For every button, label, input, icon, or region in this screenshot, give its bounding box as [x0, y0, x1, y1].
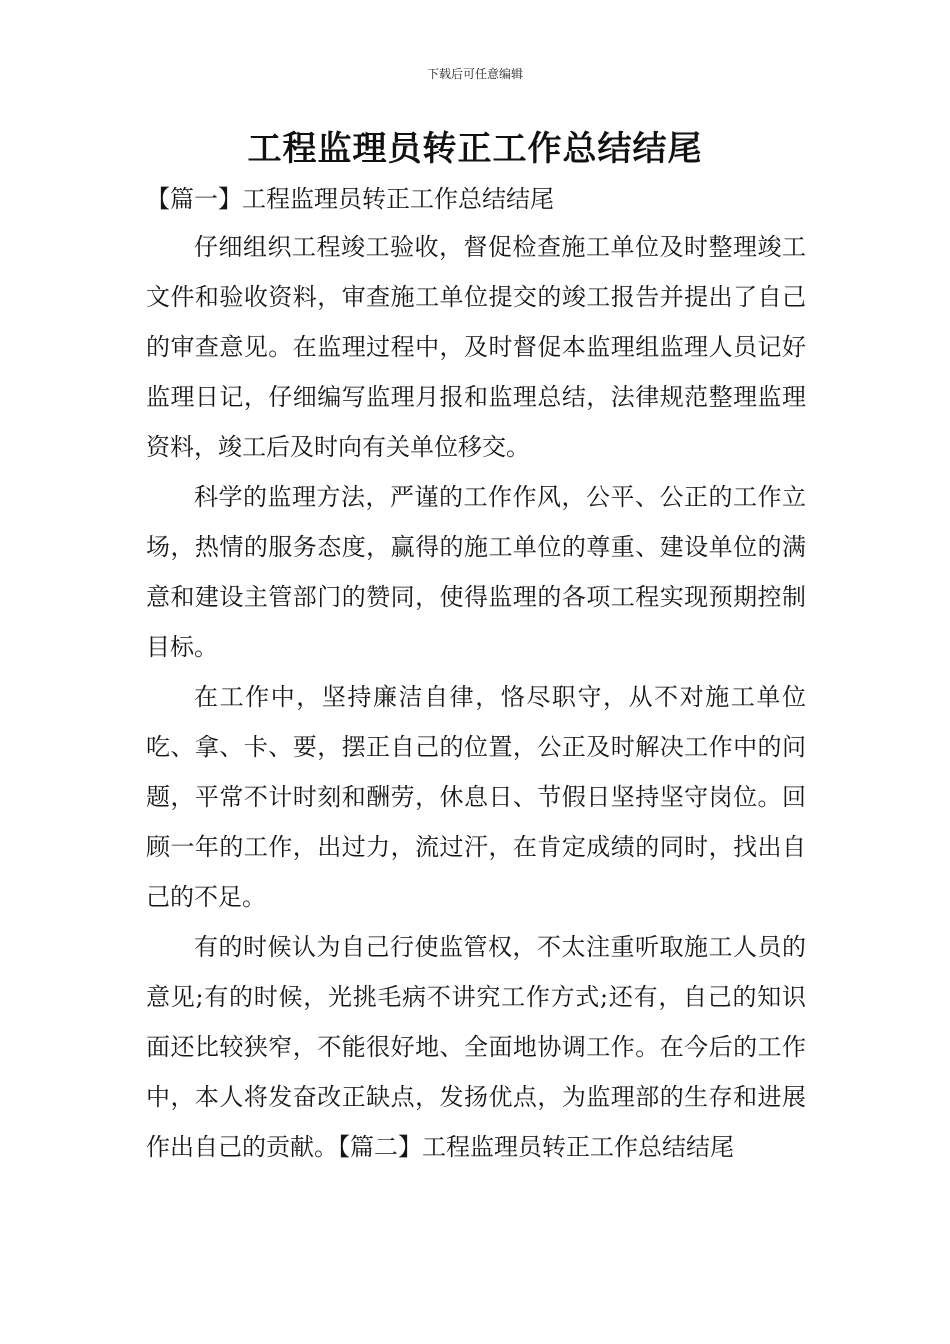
- section-heading-1: 【篇一】工程监理员转正工作总结结尾: [146, 185, 554, 213]
- paragraph-3: 在工作中，坚持廉洁自律，恪尽职守，从不对施工单位吃、拿、卡、要，摆正自己的位置，公正及时解决工作中的问题，平常不计时刻和酬劳，休息日、节假日坚持坚守岗位。回顾一年的工作，出过力，流过汗，在肯定成绩的同时，找出自己的不足。: [146, 683, 806, 911]
- paragraph-2: 科学的监理方法，严谨的工作作风，公平、公正的工作立场，热情的服务态度，赢得的施工单位的尊重、建设单位的满意和建设主管部门的赞同，使得监理的各项工程实现预期控制目标。: [146, 483, 806, 661]
- document-body: [146, 176, 806, 1172]
- header-note: 下载后可任意编辑: [426, 67, 523, 81]
- section-heading-2: 【篇二】工程监理员转正工作总结结尾: [338, 1133, 734, 1161]
- paragraph-4-text: 有的时候认为自己行使监管权，不太注重听取施工人员的意见;有的时候，光挑毛病不讲究工作方式;还有，自己的知识面还比较狭窄，不能很好地、全面地协调工作。在今后的工作中，本人将发奋改正缺点，发扬优点，为监理部的生存和进展作出自己的贡献。: [146, 933, 806, 1161]
- document-title: 工程监理员转正工作总结结尾: [247, 129, 703, 169]
- paragraph-4: [146, 922, 806, 1172]
- paragraph-1: 仔细组织工程竣工验收，督促检查施工单位及时整理竣工文件和验收资料，审查施工单位提交的竣工报告并提出了自己的审查意见。在监理过程中，及时督促本监理组监理人员记好监理日记，仔细编写监理月报和监理总结，法律规范整理监理资料，竣工后及时向有关单位移交。: [146, 233, 806, 461]
